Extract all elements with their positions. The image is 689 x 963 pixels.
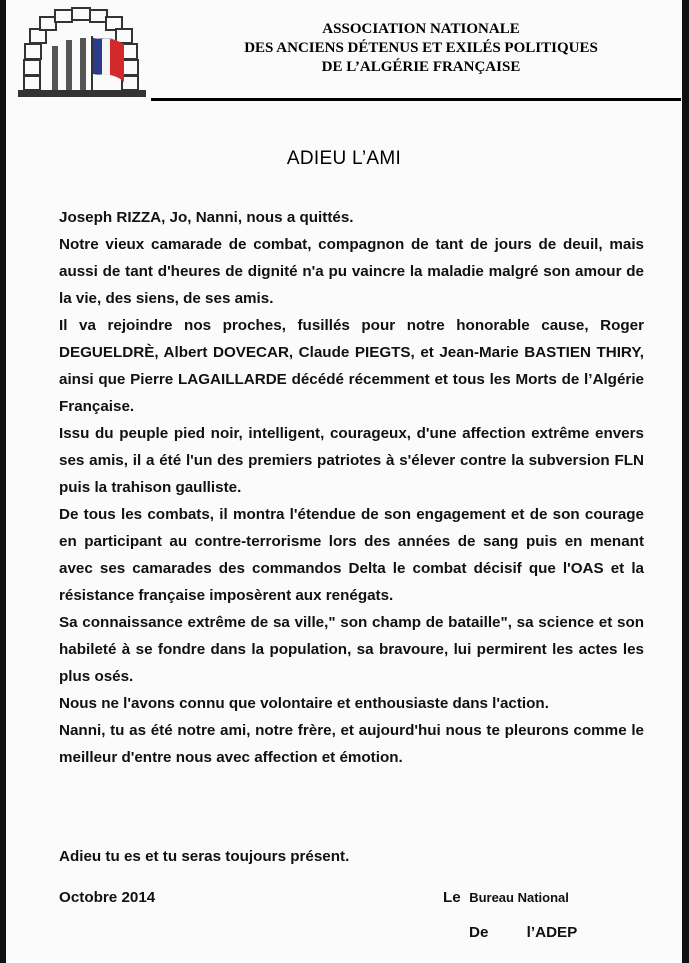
signature-line-2 bbox=[469, 924, 577, 941]
page-title: ADIEU L’AMI bbox=[286, 148, 402, 169]
signature-line-1 bbox=[443, 889, 569, 907]
paragraph: Issu du peuple pied noir, intelligent, courageux, d'une affection extrême envers ses amis, il a été l'un des premiers patriotes à s'élever contre la subversion FLN puis la trahison gaulliste. bbox=[59, 425, 644, 496]
closing-line: Adieu tu es et tu seras toujours présent. bbox=[59, 848, 350, 865]
signature-de: De bbox=[469, 924, 489, 941]
header-divider bbox=[151, 98, 681, 101]
paragraph: Sa connaissance extrême de sa ville," son champ de bataille", sa science et son habileté à se fondre dans la population, sa bravoure, lui permirent les actes les plus osés. bbox=[59, 614, 644, 685]
arch-with-french-flag-icon bbox=[16, 6, 156, 101]
letter-body bbox=[59, 204, 644, 771]
header-line-1: ASSOCIATION NATIONALE bbox=[322, 21, 520, 37]
paragraph: Nanni, tu as été notre ami, notre frère, et aujourd'hui nous te pleurons comme le meilleur d'entre nous avec affection et émotion. bbox=[59, 722, 644, 766]
paragraph: De tous les combats, il montra l'étendue de son engagement et de son courage en participant au contre-terrorisme lors des années de sang puis en menant avec ses camarades des commandos Delta le combat décisif que l'OAS et la résistance française imposèrent aux renégats. bbox=[59, 506, 644, 604]
signature-bureau: Bureau National bbox=[469, 890, 569, 905]
paragraph: Nous ne l'avons connu que volontaire et enthousiaste dans l'action. bbox=[59, 695, 549, 712]
header-line-3: DE L’ALGÉRIE FRANÇAISE bbox=[321, 59, 521, 75]
paragraph: Joseph RIZZA, Jo, Nanni, nous a quittés. bbox=[59, 209, 354, 226]
paragraph: Notre vieux camarade de combat, compagnon de tant de jours de deuil, mais aussi de tant d'heures de dignité n'a pu vaincre la maladie malgré son amour de la vie, des siens, de ses amis. bbox=[59, 236, 644, 307]
paragraph: Il va rejoindre nos proches, fusillés pour notre honorable cause, Roger DEGUELDRÈ, Albert DOVECAR, Claude PIEGTS, et Jean-Marie BASTIEN THIRY, ainsi que Pierre LAGAILLARDE décédé récemment et tous les Morts de l’Algérie Française. bbox=[59, 317, 644, 415]
header-line-2: DES ANCIENS DÉTENUS ET EXILÉS POLITIQUES bbox=[244, 40, 598, 56]
signature-le: Le bbox=[443, 889, 461, 906]
association-header bbox=[186, 20, 656, 77]
document-page bbox=[6, 0, 682, 963]
signature-adep: l’ADEP bbox=[526, 924, 578, 941]
letter-date: Octobre 2014 bbox=[59, 889, 156, 906]
